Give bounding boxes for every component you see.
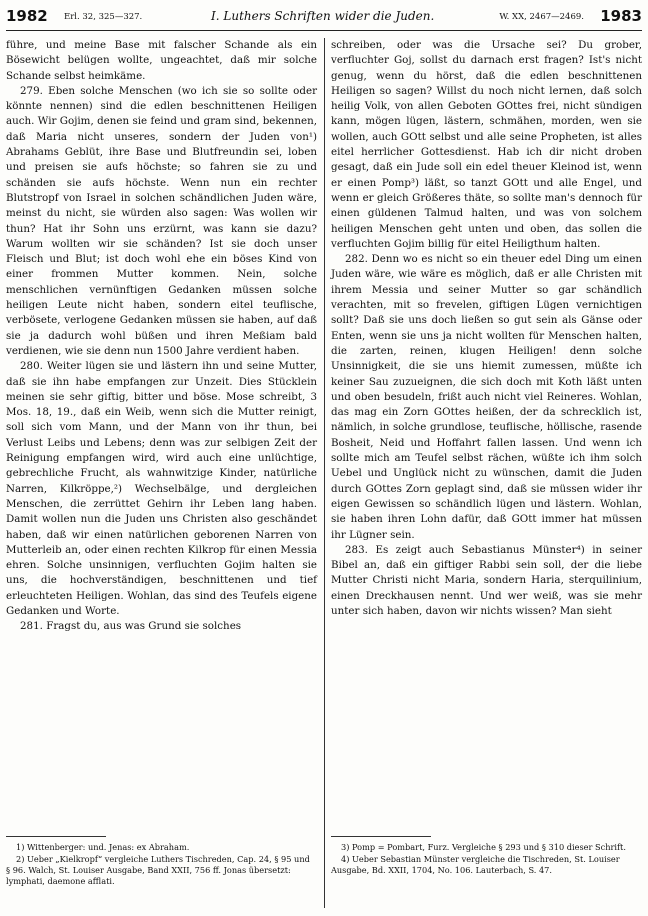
source-reference-right: W. XX, 2467—2469. (499, 12, 584, 22)
footnotes-left (6, 842, 311, 888)
footnote: 2) Ueber „Kielkropf“ vergleiche Luthers Tischreden, Cap. 24, § 95 und § 96. Walch, St. Louiser Ausgabe, Band XXII, 756 ff. Jonas übersetzt: lymphati, daemone afflati. (6, 854, 310, 886)
footnote-rule-right (331, 836, 431, 837)
left-column (6, 38, 317, 635)
footnote: 3) Pomp = Pombart, Furz. Vergleiche § 293 und § 310 dieser Schrift. (341, 842, 626, 852)
footnotes-right (331, 842, 636, 877)
running-header (6, 4, 642, 31)
source-reference-left: Erl. 32, 325—327. (64, 12, 143, 22)
column-divider (324, 38, 325, 908)
paragraph: 283. Es zeigt auch Sebastianus Münster⁴) in seiner Bibel an, daß ein giftiger Rabbi sein soll, der die liebe Mutter Christi nicht Maria, sondern Haria, sterquilinium, einen Dreckhausen nennt. Und wer weiß, was sie mehr unter sich haben, davon wir nichts wissen? Man sieht (331, 543, 642, 617)
right-column (331, 38, 642, 619)
running-title: I. Luthers Schriften wider die Juden. (211, 9, 435, 23)
paragraph: führe, und meine Base mit falscher Schande als ein Bösewicht belügen wollte, ungeachtet, daß mir solche Schande selbst heimkäme. (6, 39, 317, 82)
page-number-right: 1983 (600, 7, 642, 25)
paragraph: 279. Eben solche Menschen (wo ich sie so sollte oder könnte nennen) sind die edlen beschnittenen Heiligen auch. Wir Gojim, denen sie feind und gram sind, bekennen, daß Maria nicht unseres, sondern der Juden von¹) Abrahams Geblüt, ihre Base und Blutfreundin sei, loben und preisen sie aufs höchste; so fahren sie zu und schänden sie aufs höchste. Wenn nun ein rechter Blutstropf von Israel in solchen schändlichen Juden wäre, meinst du nicht, sie würden also sagen: Was wollen wir thun? Hat ihr Sohn uns erzürnt, was kann sie dazu? Warum wollten wir sie schänden? Ist sie doch unser Fleisch und Blut; ist doch wohl ehe ein böses Kind von einer frommen Mutter kommen. Nein, solche menschlichen vernünftigen Gedanken müssen solche heiligen Leute nicht haben, sondern eitel teuflische, verbösete, verlogene Gedanken müssen sie haben, auf daß sie ja dadurch wohl büßen und ihren Meßiam bald verdienen, wie sie denn nun 1500 Jahre verdient haben. (6, 84, 317, 357)
footnote: 4) Ueber Sebastian Münster vergleiche die Tischreden, St. Louiser Ausgabe, Bd. XXII, 1704, No. 106. Lauterbach, S. 47. (331, 854, 620, 875)
paragraph: 281. Fragst du, aus was Grund sie solches (20, 620, 242, 633)
paragraph: 280. Weiter lügen sie und lästern ihn und seine Mutter, daß sie ihn habe empfangen zur Unzeit. Dies Stücklein meinen sie sehr giftig, bitter und böse. Mose schreibt, 3 Mos. 18, 19., daß ein Weib, wenn sich die Mutter reinigt, soll sich vom Mann, und der Mann von ihr thun, bei Verlust Leibs und Lebens; denn was zur selbigen Zeit der Reinigung empfangen wird, wird auch eine unlüchtige, gebrechliche Frucht, als wahnwitzige Kinder, natürliche Narren, Kilkröppe,²) Wechselbälge, und dergleichen Menschen, die zerrüttet Gehirn ihr Leben lang haben. Damit wollen nun die Juden uns Christen also geschändet haben, daß wir einen natürlichen geborenen Narren von Mutterleib an, oder einen rechten Kilkrop für einen Messia ehren. Solche unsinnigen, verfluchten Gojim halten sie uns, die hochverständigen, beschnittenen und tief erleuchteten Heiligen. Wohlan, das sind des Teufels eigene Gedanken und Worte. (6, 360, 317, 617)
paragraph: 282. Denn wo es nicht so ein theuer edel Ding um einen Juden wäre, wie wäre es möglich, daß er alle Christen mit ihrem Messia und seiner Mutter so gar schändlich verachten, mit so frevelen, giftigen Lügen vernichtigen sollt? Daß sie uns doch ließen so gut sein als Gänse oder Enten, wenn sie uns ja nicht wollten für Menschen halten, die zarten, reinen, klugen Heiligen! denn solche Unsinnigkeit, die sie uns hiemit zumessen, müßte ich keiner Sau zuzueignen, die sich doch mit Koth läßt unten und oben besudeln, frißt auch nicht viel Reineres. Wohlan, das mag ein Zorn GOttes heißen, der da schrecklich ist, nämlich, in solche grundlose, teuflische, höllische, rasende Bosheit, Neid und Hoffahrt fallen lassen. Und wenn ich sollte mich am Teufel selbst rächen, wüßte ich ihm solch Uebel und Unglück nicht zu wünschen, damit die Juden durch GOttes Zorn geplagt sind, daß sie müssen wider ihr eigen Gewissen so schändlich lügen und lästern. Wohlan, sie haben ihren Lohn dafür, daß GOtt immer hat müssen ihr Lügner sein. (331, 253, 642, 541)
footnote-rule-left (6, 836, 106, 837)
paragraph: schreiben, oder was die Ursache sei? Du grober, verfluchter Goj, sollst du darnach erst fragen? Ist's nicht genug, wenn du hörst, daß die edlen beschnittenen Heiligen so sagen? Willst du noch nicht lernen, daß solch heilig Volk, von allen Geboten GOttes frei, nicht sündigen kann, mögen lügen, lästern, schmähen, morden, wen sie wollen, auch GOtt selbst und alle seine Propheten, ist alles eitel herrlicher Gottesdienst. Hab ich dir nicht droben gesagt, daß ein Jude soll ein edel theuer Kleinod ist, wenn er einen Pomp³) läßt, so tanzt GOtt und alle Engel, und wenn er gleich Größeres thäte, so sollte man's dennoch für einen güldenen Talmud halten, und was von solchem heiligen Menschen geht unten und oben, das sollen die verfluchten Gojim billig für eitel Heiligthum halten. (331, 39, 642, 250)
footnote: 1) Wittenberger: und. Jenas: ex Abraham. (16, 842, 190, 852)
page-number-left: 1982 (6, 7, 48, 25)
